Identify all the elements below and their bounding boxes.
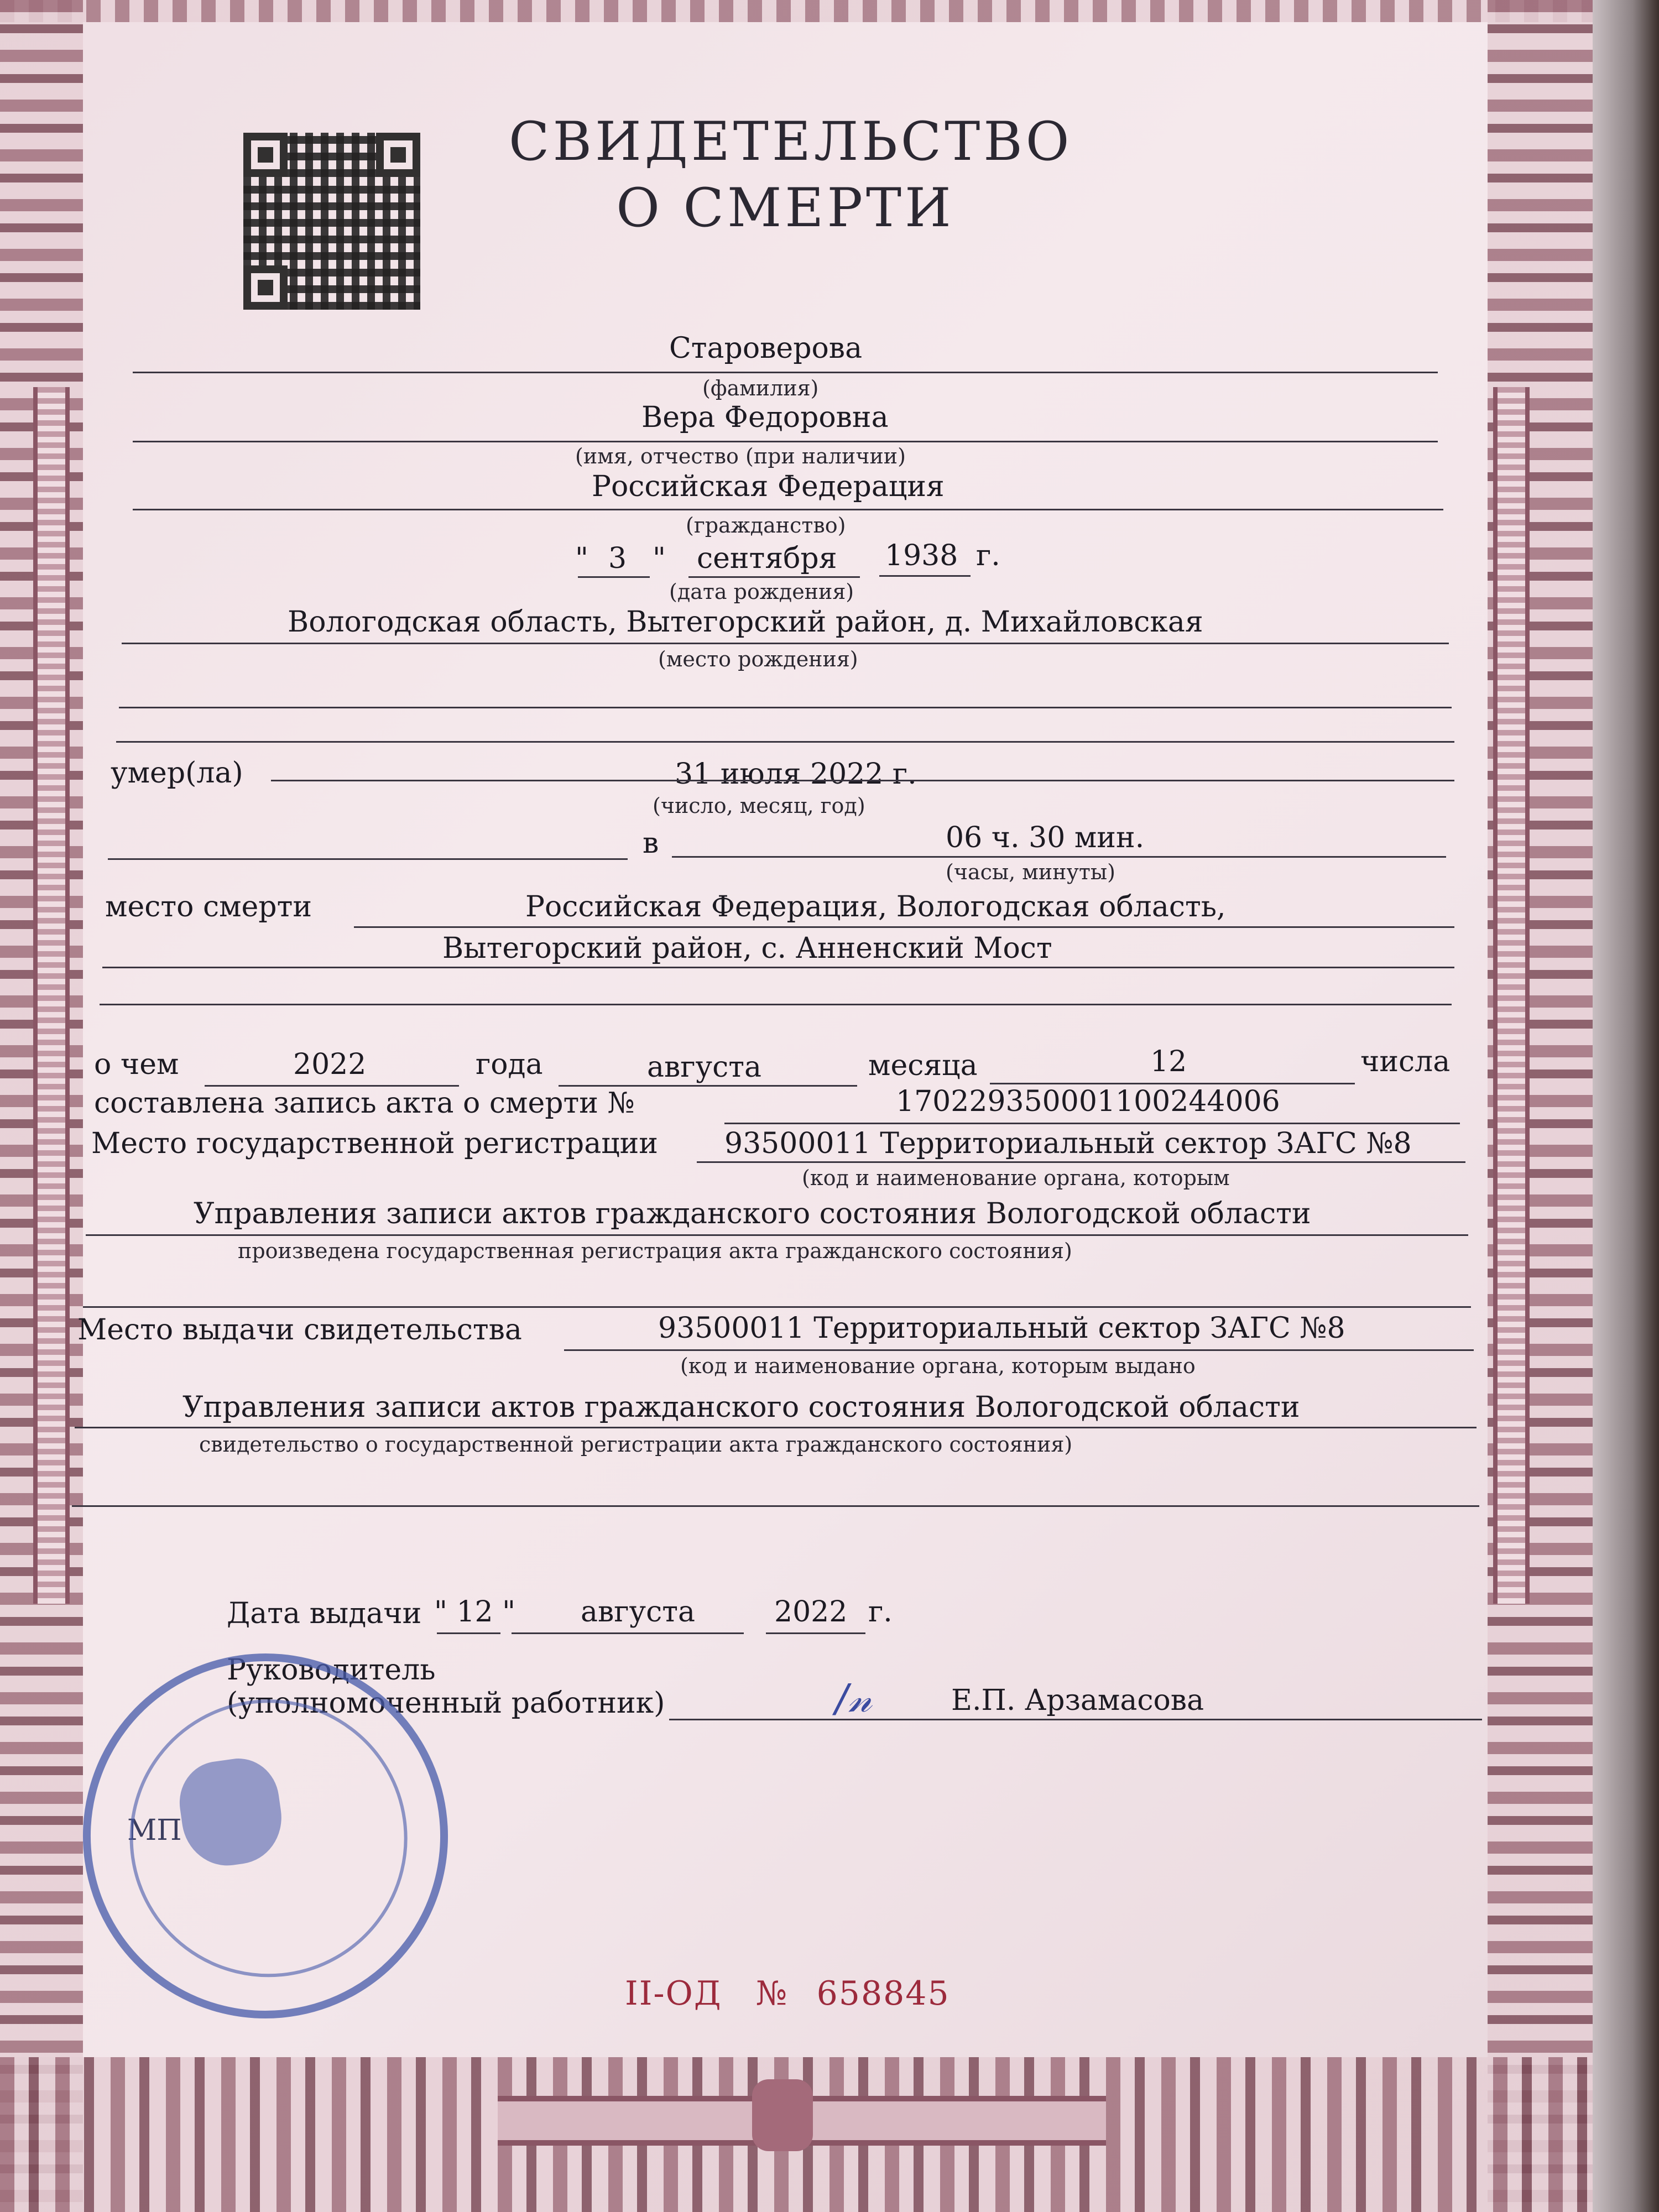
death-date-line [271,780,1454,781]
act-number-label: составлена запись акта о смерти № [94,1087,635,1120]
birth-close-quote: " [653,542,666,575]
issue-place-label: Место выдачи свидетельства [77,1313,522,1347]
birth-place-value: Вологодская область, Вытегорский район, д. Михайловская [288,606,1203,639]
record-year: 2022 [293,1048,367,1081]
birth-day-line [578,576,650,578]
issue-place-caption-1: (код и наименование органа, которым выдано [680,1354,1196,1378]
head-name: Е.П. Арзамасова [951,1684,1204,1717]
issue-place-value: 93500011 Территориальный сектор ЗАГС №8 [658,1312,1345,1345]
death-place-line2: Вытегорский район, с. Анненский Мост [442,932,1052,965]
head-label-line1: Руководитель [227,1653,436,1687]
registration-caption-2: произведена государственная регистрация акта гражданского состояния) [238,1239,1072,1263]
qr-finder-icon [243,265,288,310]
registration-caption-1: (код и наименование органа, которым [802,1166,1230,1190]
issue-date-month: августа [581,1595,696,1629]
registration-line-3 [83,1306,1471,1308]
died-label: умер(ла) [111,757,243,790]
time-blank-line [108,858,628,860]
surname-line [133,372,1438,373]
birth-date-caption: (дата рождения) [669,580,854,604]
record-day-label: числа [1360,1045,1451,1078]
birth-place-line [122,643,1449,644]
issue-place-caption-2: свидетельство о государственной регистрации акта гражданского состояния) [199,1432,1073,1457]
death-place-line-3 [100,1004,1452,1005]
death-place-line-2 [102,967,1454,968]
blank-line-2 [116,741,1454,743]
qr-finder-icon [243,133,288,177]
birth-month: сентября [697,542,837,575]
birth-year-suffix: г. [976,539,1000,572]
birth-day: 3 [608,542,627,575]
record-about-label: о чем [94,1048,179,1081]
ornament-inner-left-column [33,387,70,1604]
qr-code-icon [243,133,420,310]
death-date-caption: (число, месяц, год) [653,794,865,818]
given-names-value: Вера Федоровна [641,401,889,434]
blank-line-1 [119,707,1452,708]
birth-place-caption: (место рождения) [658,647,858,671]
registration-line-2 [86,1234,1468,1236]
death-place-label: место смерти [105,890,312,924]
registration-value: 93500011 Территориальный сектор ЗАГС №8 [724,1127,1412,1160]
serial-number [625,1974,950,2013]
title-line-1: СВИДЕТЕЛЬСТВО [509,111,1073,173]
qr-finder-icon [376,133,420,177]
head-label-line2: (уполномоченный работник) [227,1687,665,1720]
issue-place-line-2 [75,1427,1477,1428]
issue-date-year-line [766,1632,865,1634]
ornament-inner-right-column [1493,387,1530,1604]
record-month-label: месяца [868,1049,978,1082]
registration-line-1 [697,1161,1465,1163]
birth-open-quote: " [575,542,588,575]
signature-scribble-icon: ∕𝓃 [835,1676,872,1721]
death-place-line1: Российская Федерация, Вологодская область, [525,890,1226,924]
issue-place-line-3 [72,1505,1479,1507]
serial-number-value: 658845 [816,1974,950,2013]
background-edge [1593,0,1659,2212]
signature-line [669,1719,1482,1720]
record-day: 12 [1150,1045,1187,1078]
given-names-caption: (имя, отчество (при наличии) [575,444,906,468]
citizenship-line [133,509,1443,510]
death-time-caption: (часы, минуты) [946,860,1115,884]
issue-date-month-line [512,1632,744,1634]
bottom-medallion [752,2079,813,2151]
citizenship-caption: (гражданство) [686,513,846,538]
issue-date-day-line [437,1632,500,1634]
death-date-value: 31 июля 2022 г. [675,758,917,791]
citizenship-value: Российская Федерация [592,470,945,503]
surname-value: Староверова [669,332,863,365]
death-time-value: 06 ч. 30 мин. [946,821,1145,854]
issue-date-year: 2022 [774,1595,848,1629]
record-day-line [990,1083,1355,1084]
issue-date-day: " 12 " [434,1595,516,1629]
birth-year: 1938 [885,539,958,572]
title-line-2: О СМЕРТИ [616,177,954,239]
death-time-line [672,856,1446,858]
issue-place-line-1 [564,1349,1474,1351]
record-year-label: года [476,1048,543,1081]
at-label: в [643,827,659,860]
issue-date-label: Дата выдачи [227,1597,422,1630]
ornament-top-border [0,0,1593,22]
record-month: августа [647,1051,762,1084]
birth-month-line [688,576,860,578]
act-number-line [724,1123,1460,1124]
surname-caption: (фамилия) [702,376,819,400]
issue-date-year-suffix: г. [868,1595,893,1629]
given-names-line [133,441,1438,442]
registration-value-line2: Управления записи актов гражданского состояния Вологодской области [194,1197,1311,1230]
mp-label: МП [127,1814,182,1847]
death-place-line-1 [354,926,1454,928]
act-number-value: 170229350001100244006 [896,1085,1280,1118]
birth-year-line [879,575,971,577]
serial-number-sign: № [755,1974,789,2013]
issue-place-value-line2: Управления записи актов гражданского состояния Вологодской области [182,1391,1300,1424]
registration-label: Место государственной регистрации [91,1127,658,1160]
serial-series: II-ОД [625,1974,722,2013]
